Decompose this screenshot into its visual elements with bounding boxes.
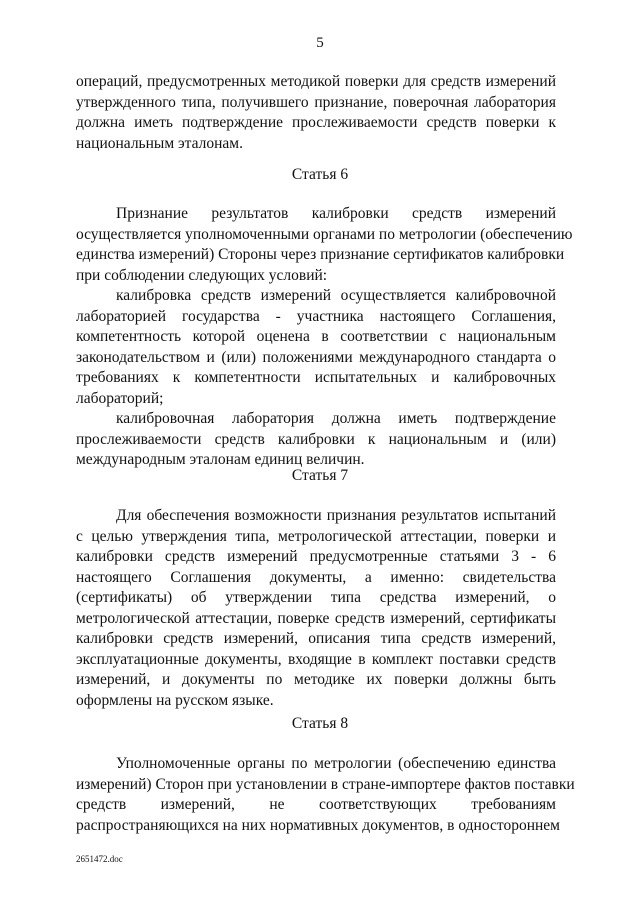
article-8-heading: Статья 8: [291, 715, 349, 732]
text-line: настоящего Соглашения документы, а именно: свидетельства: [76, 568, 556, 586]
text-line: средств измерений, не соответствующих требованиям: [76, 796, 556, 813]
page-number: 5: [316, 35, 324, 51]
text-line: должна иметь подтверждение прослеживаемости средств поверки к: [76, 114, 556, 131]
text-line: оформлены на русском языке.: [76, 691, 274, 709]
text-line: при соблюдении следующих условий:: [76, 266, 328, 284]
text-line: метрологической аттестации, поверке средств измерений, сертификаты: [76, 609, 556, 627]
text-line: калибровки средств измерений, описания типа средств измерений,: [76, 630, 556, 647]
footer-filename: 2651472.doc: [76, 854, 123, 864]
text-line: законодательством и (или) положениями международного стандарта о: [76, 348, 556, 366]
text-line: прослеживаемости средств калибровки к национальным и (или): [76, 430, 556, 448]
text-line: компетентность которой оценена в соответствии с национальным: [76, 328, 556, 345]
text-line: калибровки средств измерений предусмотренные статьями 3 - 6: [76, 548, 556, 565]
text-line: с целью утверждения типа, метрологической аттестации, поверки и: [76, 527, 556, 545]
text-line: международным эталонам единиц величин.: [76, 451, 365, 468]
text-line: Признание результатов калибровки средств измерений: [116, 205, 556, 222]
text-line: лабораторией государства - участника настоящего Соглашения,: [76, 307, 556, 325]
article-6-paragraph-3: [76, 409, 556, 471]
text-line: Уполномоченные органы по метрологии (обеспечению единства: [116, 755, 556, 772]
text-line: эксплуатационные документы, входящие в комплект поставки средств: [76, 650, 556, 668]
article-7-heading: Статья 7: [291, 467, 349, 484]
article-6-heading: Статья 6: [291, 166, 349, 183]
text-line: калибровочная лаборатория должна иметь подтверждение: [116, 410, 556, 427]
article-8-paragraph: [76, 754, 575, 836]
article-6-paragraph-1: [76, 204, 573, 286]
text-line: измерений) Сторон при установлении в стране-импортере фактов поставки: [76, 775, 575, 793]
text-line: Для обеспечения возможности признания результатов испытаний: [116, 507, 556, 524]
article-7-paragraph: [76, 506, 556, 711]
text-line: калибровка средств измерений осуществляется калибровочной: [116, 287, 556, 304]
text-line: единства измерений) Стороны через признание сертификатов калибровки: [76, 246, 565, 263]
text-line: измерений, и документы по методике их поверки должны быть: [76, 671, 556, 688]
text-line: распространяющихся на них нормативных документов, в одностороннем: [76, 816, 560, 834]
text-line: утвержденного типа, получившего признание, поверочная лаборатория: [76, 93, 556, 111]
text-line: осуществляется уполномоченными органами по метрологии (обеспечению: [76, 225, 573, 243]
text-line: лабораторий;: [76, 389, 164, 407]
text-line: (сертификаты) об утверждении типа средства измерений, о: [76, 589, 556, 606]
text-line: национальным эталонам.: [76, 134, 243, 152]
continuation-paragraph: [76, 72, 556, 154]
text-line: требованиях к компетентности испытательных и калибровочных: [76, 369, 556, 386]
article-6-paragraph-2: [76, 286, 556, 409]
text-line: операций, предусмотренных методикой поверки для средств измерений: [76, 73, 556, 90]
